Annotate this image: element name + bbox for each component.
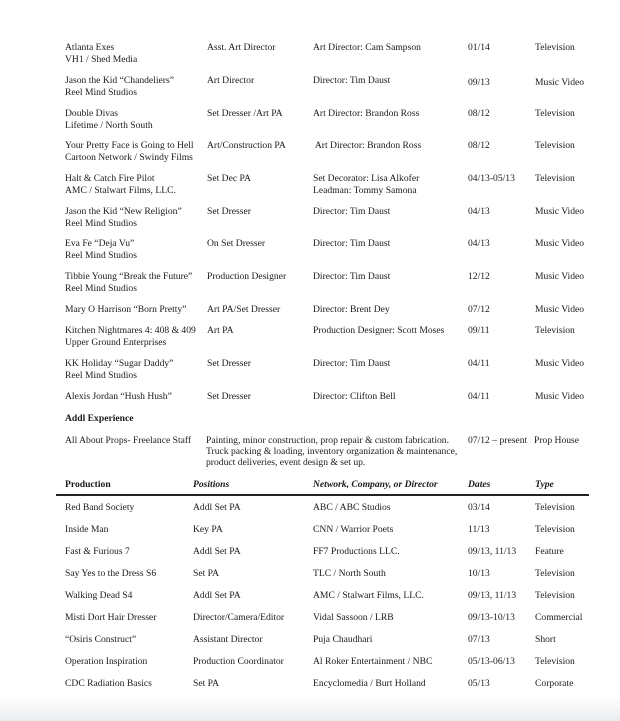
project-title: Double Divas (65, 108, 119, 119)
type-cell: Television (535, 140, 575, 151)
date-cell: 07/13 (468, 634, 490, 645)
project-cell (65, 108, 203, 131)
position-cell: Art PA (207, 325, 234, 336)
network-cell: CNN / Warrior Poets (313, 524, 394, 535)
project-company: Lifetime / North South (65, 119, 153, 131)
project-title: Tibbie Young “Break the Future” (65, 271, 193, 282)
position-cell: On Set Dresser (207, 238, 266, 249)
network-cell: Puja Chaudhari (313, 634, 373, 645)
network-cell: Vidal Sassoon / LRB (313, 612, 394, 623)
date-cell: 09/13, 11/13 (468, 546, 517, 557)
header-divider (56, 494, 589, 496)
project-company: Reel Mind Studios (65, 249, 137, 261)
project-title: Alexis Jordan “Hush Hush” (65, 391, 172, 402)
type-cell: Music Video (535, 271, 585, 282)
type-cell: Television (535, 656, 575, 667)
project-company: VH1 / Shed Media (65, 53, 138, 65)
date-cell: 05/13 (468, 678, 490, 689)
table-row (0, 634, 620, 648)
position-cell: Asst. Art Director (207, 42, 276, 53)
project-company: AMC / Stalwart Films, LLC. (65, 184, 176, 196)
position-cell: Set PA (193, 568, 220, 579)
project-company: Reel Mind Studios (65, 282, 137, 294)
table-row (0, 206, 620, 236)
type-cell: Television (535, 524, 575, 535)
position-cell: Set PA (193, 678, 220, 689)
table-row (0, 612, 620, 626)
contact-line: Leadman: Tommy Samona (313, 184, 417, 196)
date-cell: 08/12 (468, 140, 490, 151)
type-cell: Music Video (535, 238, 585, 249)
type-cell: Music Video (535, 206, 585, 217)
date-cell: 04/11 (468, 391, 490, 402)
contact-line: Set Decorator: Lisa Alkofer (313, 173, 420, 184)
network-cell: ABC / ABC Studios (313, 502, 391, 513)
date-cell: 09/13, 11/13 (468, 590, 517, 601)
production-cell: Fast & Furious 7 (65, 546, 130, 557)
contact-cell: Director: Tim Daust (313, 238, 391, 249)
project-company: Upper Ground Enterprises (65, 336, 167, 348)
project-cell (65, 140, 203, 163)
table-row (0, 502, 620, 516)
type-cell: Television (535, 502, 575, 513)
production-cell: Operation Inspiration (65, 656, 148, 667)
position-cell: Director/Camera/Editor (193, 612, 285, 623)
type-cell: Television (535, 568, 575, 579)
project-cell (65, 325, 203, 348)
table-row (0, 75, 620, 105)
position-cell: Production Designer (207, 271, 287, 282)
production-cell: Red Band Society (65, 502, 135, 513)
production-cell: CDC Radiation Basics (65, 678, 152, 689)
network-cell: AMC / Stalwart Films, LLC. (313, 590, 424, 601)
type-cell: Music Video (535, 304, 585, 315)
project-cell (65, 42, 203, 65)
project-title: Jason the Kid “Chandeliers” (65, 75, 174, 86)
project-title: Your Pretty Face is Going to Hell (65, 140, 194, 151)
position-cell: Addl Set PA (193, 590, 241, 601)
header-positions: Positions (193, 479, 230, 490)
type-cell: Television (535, 173, 575, 184)
table-row (0, 271, 620, 301)
contact-cell: Art Director: Brandon Ross (313, 108, 420, 119)
contact-cell: Production Designer: Scott Moses (313, 325, 445, 336)
project-cell (65, 206, 203, 229)
type-cell: Corporate (535, 678, 574, 689)
table-row (0, 140, 620, 170)
date-cell: 10/13 (468, 568, 490, 579)
type-cell: Music Video (535, 358, 585, 369)
date-cell: 04/13 (468, 206, 490, 217)
table-row (0, 656, 620, 670)
date-cell: 05/13-06/13 (468, 656, 515, 667)
date-cell: 04/13-05/13 (468, 173, 515, 184)
type-cell: Prop House (534, 435, 580, 446)
date-cell: 01/14 (468, 42, 490, 53)
date-cell: 07/12 (468, 304, 490, 315)
date-cell: 07/12 – present (468, 435, 528, 446)
project-company: Reel Mind Studios (65, 217, 137, 229)
type-cell: Television (535, 42, 575, 53)
type-cell: Commercial (535, 612, 583, 623)
project-company: Cartoon Network / Swindy Films (65, 151, 193, 163)
project-title: Kitchen Nightmares 4: 408 & 409 (65, 325, 196, 336)
network-cell: Al Roker Entertainment / NBC (313, 656, 433, 667)
contact-cell: Director: Tim Daust (313, 75, 391, 86)
position-cell: Art/Construction PA (207, 140, 286, 151)
project-cell (65, 271, 203, 294)
production-cell: Say Yes to the Dress S6 (65, 568, 157, 579)
addl-experience-row (0, 435, 620, 471)
contact-cell: Director: Tim Daust (313, 271, 391, 282)
date-cell: 09/13 (468, 77, 490, 88)
position-cell: Art Director (207, 75, 255, 86)
table-row (0, 325, 620, 355)
project-title: Eva Fe “Deja Vu” (65, 238, 135, 249)
addl-project-cell: All About Props- Freelance Staff (65, 435, 192, 446)
date-cell: 08/12 (468, 108, 490, 119)
type-cell: Television (535, 590, 575, 601)
production-cell: Walking Dead S4 (65, 590, 133, 601)
position-cell: Production Coordinator (193, 656, 284, 667)
project-title: Halt & Catch Fire Pilot (65, 173, 155, 184)
production-cell: Misti Dort Hair Dresser (65, 612, 157, 623)
project-title: Jason the Kid “New Religion” (65, 206, 182, 217)
type-cell: Feature (535, 546, 564, 557)
table-row (0, 173, 620, 203)
position-cell: Assistant Director (193, 634, 263, 645)
date-cell: 12/12 (468, 271, 490, 282)
position-cell: Set Dresser (207, 358, 251, 369)
production-cell: Inside Man (65, 524, 109, 535)
date-cell: 11/13 (468, 524, 490, 535)
contact-cell: Director: Brent Dey (313, 304, 390, 315)
table-row (0, 524, 620, 538)
date-cell: 04/13 (468, 238, 490, 249)
position-cell: Addl Set PA (193, 546, 241, 557)
project-company: Reel Mind Studios (65, 86, 137, 98)
production-table-header (0, 479, 620, 493)
position-cell: Set Dresser (207, 391, 251, 402)
contact-cell: Director: Clifton Bell (313, 391, 396, 402)
type-cell: Television (535, 108, 575, 119)
network-cell: Encyclomedia / Burt Holland (313, 678, 426, 689)
type-cell: Short (535, 634, 556, 645)
table-row (0, 42, 620, 72)
project-cell (65, 238, 203, 261)
network-cell: FF7 Productions LLC. (313, 546, 400, 557)
table-row (0, 568, 620, 582)
contact-cell: Art Director: Brandon Ross (313, 140, 422, 151)
table-row (0, 678, 620, 692)
project-title: Mary O Harrison “Born Pretty” (65, 304, 187, 315)
contact-cell: Director: Tim Daust (313, 358, 391, 369)
header-type: Type (535, 479, 554, 490)
bottom-fade (0, 696, 620, 721)
header-network: Network, Company, or Director (313, 479, 438, 490)
date-cell: 09/11 (468, 325, 490, 336)
project-company: Reel Mind Studios (65, 369, 137, 381)
position-cell: Set Dec PA (207, 173, 251, 184)
addl-description-cell: Painting, minor construction, prop repair & custom fabrication. Truck packing & loading, inventory organization & maintenance, product deliveries, event design & set up. (206, 435, 458, 468)
position-cell: Addl Set PA (193, 502, 241, 513)
contact-cell (313, 173, 465, 196)
header-dates: Dates (468, 479, 491, 490)
date-cell: 09/13-10/13 (468, 612, 515, 623)
contact-cell: Director: Tim Daust (313, 206, 391, 217)
production-cell: “Osiris Construct” (65, 634, 137, 645)
type-cell: Television (535, 325, 575, 336)
type-cell: Music Video (535, 77, 585, 88)
project-title: Atlanta Exes (65, 42, 115, 53)
project-cell (65, 358, 203, 381)
table-row (0, 358, 620, 388)
project-cell (65, 173, 203, 196)
table-row (0, 546, 620, 560)
project-title: KK Holiday “Sugar Daddy” (65, 358, 174, 369)
position-cell: Key PA (193, 524, 223, 535)
type-cell: Music Video (535, 391, 585, 402)
table-row (0, 590, 620, 604)
header-production: Production (65, 479, 111, 490)
date-cell: 04/11 (468, 358, 490, 369)
position-cell: Art PA/Set Dresser (207, 304, 281, 315)
project-cell (65, 75, 203, 98)
position-cell: Set Dresser /Art PA (207, 108, 283, 119)
network-cell: TLC / North South (313, 568, 386, 579)
date-cell: 03/14 (468, 502, 490, 513)
table-row (0, 108, 620, 138)
addl-experience-title: Addl Experience (65, 413, 134, 424)
table-row (0, 238, 620, 268)
contact-cell: Art Director: Cam Sampson (313, 42, 421, 53)
position-cell: Set Dresser (207, 206, 251, 217)
